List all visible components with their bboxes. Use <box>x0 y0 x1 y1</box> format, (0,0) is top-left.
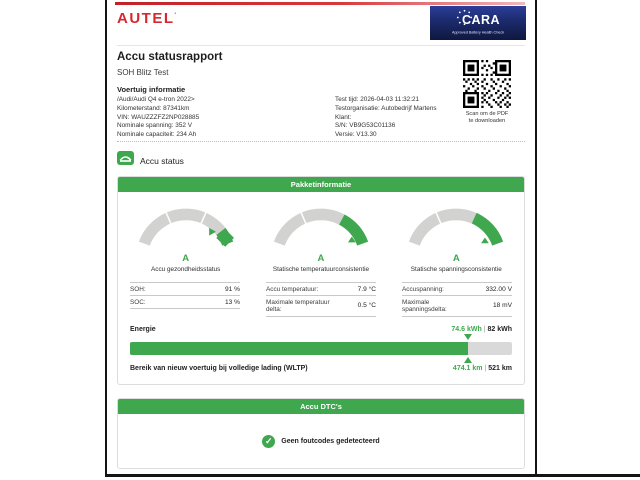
header-divider <box>117 45 525 46</box>
metric-table-soh-soc <box>130 282 240 309</box>
range-row <box>130 365 512 372</box>
vehicle-info-line: Nominale capaciteit: 234 Ah <box>117 131 197 139</box>
gauge-label: Statische temperatuurconsistentie <box>272 266 370 273</box>
dtc-body <box>118 414 524 468</box>
page-title: Accu statusrapport <box>117 51 223 63</box>
energy-header-row <box>130 326 512 333</box>
battery-car-icon <box>117 151 134 170</box>
metric-row <box>266 283 376 296</box>
battery-section-header <box>117 151 184 170</box>
dtc-card-header: Accu DTC's <box>118 399 524 414</box>
pack-info-card-header: Pakketinformatie <box>118 177 524 192</box>
metric-label: Accuspanning: <box>402 285 444 293</box>
range-label: Bereik van nieuw voertuig bij volledige lading (WLTP) <box>130 364 308 372</box>
metric-value: 0.5 °C <box>357 302 376 310</box>
metric-table-temperature <box>266 282 376 317</box>
metric-label: Maximale temperatuur delta: <box>266 298 330 313</box>
gauge-label: Accu gezondheidsstatus <box>151 266 221 273</box>
qr-caption <box>445 111 529 125</box>
energy-values <box>451 326 512 333</box>
gauge-temperature-consistency <box>253 197 388 273</box>
metric-row <box>402 296 512 316</box>
autel-logo-text: AUTEL <box>117 10 175 27</box>
metric-row <box>130 283 240 296</box>
page-subtitle: SOH Blitz Test <box>117 68 169 77</box>
autel-logo <box>117 10 177 27</box>
gauge-grade: A <box>182 253 190 264</box>
energy-marker-down-icon <box>464 334 472 340</box>
qr-code <box>463 60 511 108</box>
metric-label: Accu temperatuur: <box>266 285 319 293</box>
dtc-card <box>117 398 525 469</box>
range-separator: | <box>484 364 487 372</box>
qr-caption-line: Scan om de PDF <box>465 111 509 117</box>
energy-separator: | <box>483 325 486 333</box>
metric-row <box>266 296 376 316</box>
metric-label: SOC: <box>130 298 146 306</box>
energy-bar-fill <box>130 342 468 355</box>
battery-section-title: Accu status <box>140 155 184 166</box>
gauge-grade: A <box>452 253 460 264</box>
metric-table-voltage <box>402 282 512 317</box>
gauge-arc <box>262 197 380 251</box>
energy-label: Energie <box>130 325 156 333</box>
metrics-row <box>118 282 524 317</box>
document-sheet <box>105 0 537 476</box>
pack-info-card <box>117 176 525 385</box>
brand-accent-line <box>115 2 525 5</box>
metric-value: 18 mV <box>492 302 512 310</box>
metric-label: SOH: <box>130 285 146 293</box>
qr-caption-line: te downloaden <box>468 117 506 124</box>
check-circle-icon: ✓ <box>262 435 275 448</box>
dotted-divider <box>117 141 525 142</box>
test-info-line: Versie: V13.30 <box>335 131 377 139</box>
metric-row <box>130 296 240 309</box>
range-max: 521 km <box>488 364 512 372</box>
test-info-list <box>335 96 437 140</box>
gauge-battery-health <box>118 197 253 273</box>
range-values <box>453 365 512 372</box>
metric-value: 91 % <box>224 285 240 293</box>
vehicle-info-line: Nominale spanning: 352 V <box>117 122 192 130</box>
cara-title: CARA <box>461 13 501 27</box>
gauge-grade: A <box>317 253 325 264</box>
energy-block <box>130 326 512 372</box>
test-info-line: S/N: VB9G53C01136 <box>335 122 396 130</box>
gauges-row <box>118 197 524 273</box>
metric-label: Maximale spanningsdelta: <box>402 298 447 313</box>
trademark-mark: ' <box>174 13 178 19</box>
gauge-arc <box>397 197 515 251</box>
dtc-message: Geen foutcodes gedetecteerd <box>281 437 380 445</box>
gauge-arc <box>127 197 245 251</box>
range-current: 474.1 km <box>452 364 483 372</box>
metric-value: 13 % <box>224 298 240 306</box>
cara-logo <box>430 6 526 40</box>
page-bottom-edge <box>105 474 640 477</box>
cara-subtitle: Approved Battery Health Check <box>451 31 505 35</box>
vehicle-info-line: VIN: WAUZZZFZ2NP028885 <box>117 113 200 121</box>
test-info-line: Testorganisatie: Autobedrijf Martens <box>335 104 437 112</box>
metric-value: 7.9 °C <box>357 285 376 293</box>
energy-marker-up-icon <box>464 357 472 363</box>
metric-value: 332.00 V <box>485 285 512 293</box>
cara-logo-row <box>456 9 500 31</box>
vehicle-info-heading: Voertuig informatie <box>117 85 186 94</box>
test-info-line: Test tijd: 2026-04-03 11:32:21 <box>335 96 420 103</box>
metric-row <box>402 283 512 296</box>
gauge-voltage-consistency <box>389 197 524 273</box>
vehicle-info-list <box>117 96 199 140</box>
gauge-label: Statische spanningsconsistentie <box>410 266 502 273</box>
energy-max: 82 kWh <box>487 325 512 333</box>
test-info-line: Klant: <box>335 113 352 121</box>
vehicle-info-line: Kilometerstand: 87341km <box>117 104 190 112</box>
energy-bar <box>130 342 512 355</box>
vehicle-info-line: /Audi/Audi Q4 e-tron 2022> <box>117 96 195 103</box>
energy-current: 74.6 kWh <box>451 325 482 333</box>
